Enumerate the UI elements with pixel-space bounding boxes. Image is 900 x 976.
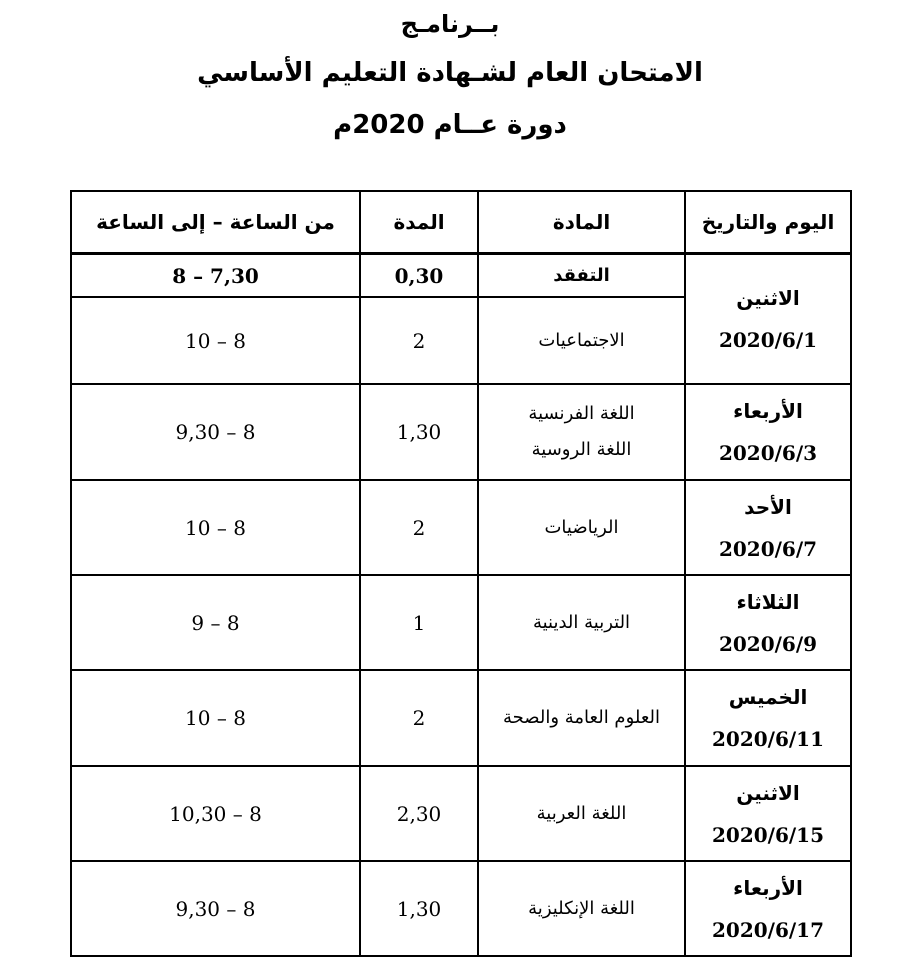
exam-date: 2020/6/3: [718, 441, 818, 465]
header-duration: المدة: [393, 210, 445, 234]
day-cell: [686, 671, 850, 765]
subject-line: اللغة الفرنسية: [528, 403, 635, 424]
duration-cell: 2,30: [396, 801, 442, 826]
day-name: الأربعاء: [733, 399, 803, 423]
day-name: الاثنين: [736, 780, 800, 805]
duration-cell: 2: [412, 706, 426, 730]
day-name: الثلاثاء: [736, 589, 800, 614]
subject-cell: التفقد: [553, 264, 610, 286]
subject-cell: اللغة العربية: [536, 802, 627, 824]
day-cell: [686, 862, 850, 955]
time-cell: 10,30 – 8: [169, 801, 262, 826]
duration-cell: 0,30: [394, 263, 444, 288]
exam-schedule-table: [70, 190, 852, 957]
document-title-line2: الامتحان العام لشـهادة التعليم الأساسي: [197, 58, 703, 88]
subject-cell: [479, 385, 684, 479]
time-cell: 9,30 – 8: [175, 896, 256, 921]
subject-line: اللغة الروسية: [531, 439, 632, 460]
time-cell: 10 – 8: [185, 328, 246, 353]
day-name: الأربعاء: [733, 875, 803, 900]
duration-cell: 1,30: [396, 896, 442, 921]
day-cell: [686, 481, 850, 574]
day-name: الأحد: [744, 494, 792, 519]
day-name: الاثنين: [736, 286, 800, 310]
duration-cell: 1,30: [396, 420, 442, 444]
duration-cell: 1: [412, 610, 426, 635]
document-title-line3: دورة عــام 2020م: [333, 110, 567, 140]
subject-cell: الاجتماعيات: [538, 329, 625, 351]
duration-cell: 2: [412, 515, 426, 540]
subject-cell: التربية الدينية: [532, 611, 631, 633]
exam-date: 2020/6/15: [711, 822, 825, 847]
document-title-line1: بــرنامـج: [400, 10, 500, 38]
time-cell: 10 – 8: [185, 515, 246, 540]
day-cell: [686, 385, 850, 479]
header-day-date: اليوم والتاريخ: [701, 210, 835, 234]
exam-date: 2020/6/17: [711, 917, 825, 942]
exam-date: 2020/6/7: [718, 536, 818, 561]
subject-cell: العلوم العامة والصحة: [502, 707, 661, 728]
day-cell: [686, 255, 850, 383]
duration-cell: 2: [412, 328, 426, 353]
exam-date: 2020/6/9: [718, 631, 818, 656]
header-subject: المادة: [552, 210, 611, 234]
exam-date: 2020/6/1: [718, 328, 818, 352]
time-cell: 9,30 – 8: [175, 420, 256, 444]
header-time: من الساعة – إلى الساعة: [96, 210, 335, 234]
time-cell: 10 – 8: [185, 706, 246, 730]
day-name: الخميس: [728, 685, 808, 709]
time-cell: 9 – 8: [191, 610, 240, 635]
subject-cell: اللغة الإنكليزية: [528, 897, 635, 919]
exam-date: 2020/6/11: [711, 727, 825, 751]
time-cell: 8 – 7,30: [172, 263, 259, 288]
day-cell: [686, 576, 850, 669]
day-cell: [686, 767, 850, 860]
subject-cell: الرياضيات: [544, 516, 619, 538]
